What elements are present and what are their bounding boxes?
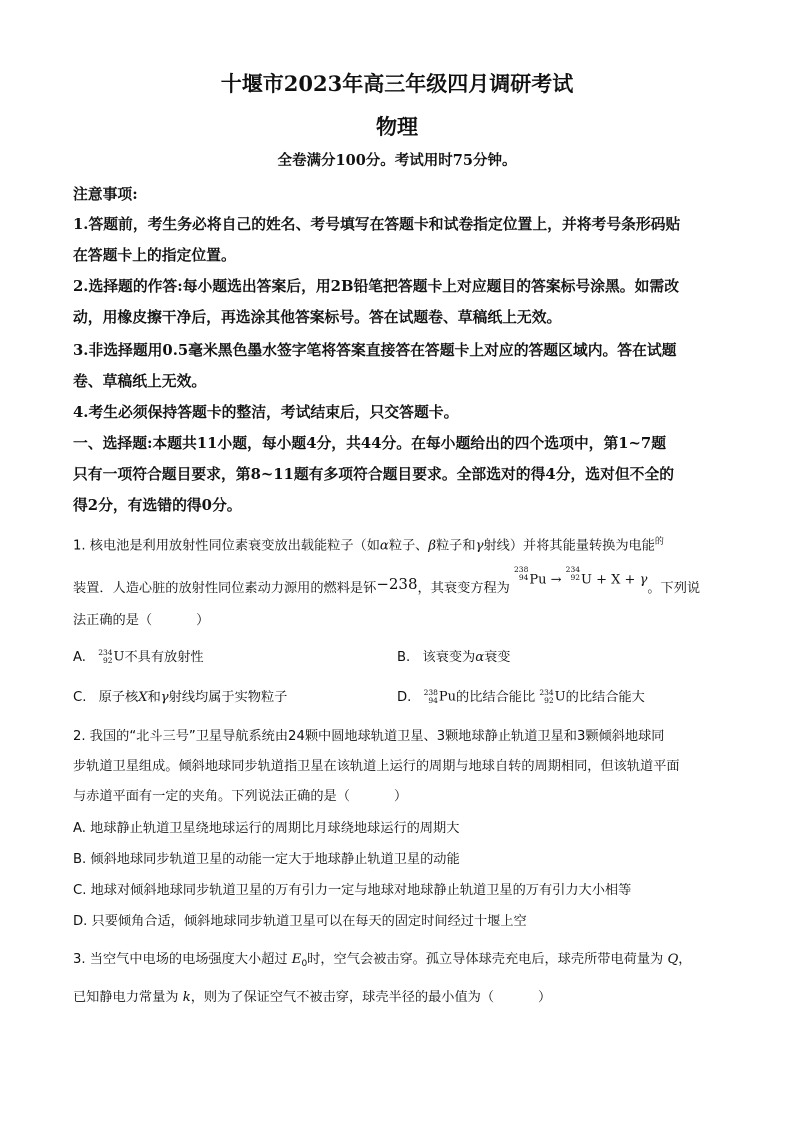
exam-title: 十堰市2023年高三年级四月调研考试 — [220, 71, 574, 96]
beta-symbol: β — [428, 538, 436, 554]
q3-line-1: 3. 当空气中电场的电场强度大小超过 $E_0$时，空气会被击穿。孤立导体球壳充电后，球壳所带电荷量为 Q， — [73, 952, 692, 969]
q2-line-3: 与赤道平面有一定的夹角。下列说法正确的是（ ） — [73, 789, 408, 804]
q1-option-d: D. 238 94 Pu的比结合能比 234 92 U的比结合能大 — [397, 688, 645, 705]
note-2-line-1: 2.选择题的作答:每小题选出答案后，用2B铅笔把答题卡上对应题目的答案标号涂黑。如需改 — [73, 278, 679, 295]
section1-line-3: 得2分，有选错的得0分。 — [73, 497, 242, 514]
note-3-line-1: 3.非选择题用0.5毫米黑色墨水签字笔将答案直接答在答题卡上对应的答题区域内。答在试题 — [73, 342, 677, 359]
note-1-line-2: 在答题卡上的指定位置。 — [73, 247, 236, 264]
gamma-symbol: γ — [475, 538, 484, 554]
q2-line-1: 2. 我国的“北斗三号”卫星导航系统由24颗中圆地球轨道卫星、3颗地球静止轨道卫星和3颗倾斜地球同 — [73, 729, 665, 744]
decay-equation: 238 94 Pu → 234 92 U + X + γ — [514, 565, 648, 588]
k-symbol: k — [182, 990, 191, 1005]
exam-info: 全卷满分100分。考试用时75分钟。 — [277, 152, 517, 169]
note-2-line-2: 动，用橡皮擦干净后，再选涂其他答案标号。答在试题卷、草稿纸上无效。 — [73, 309, 562, 326]
note-3-line-2: 卷、草稿纸上无效。 — [73, 373, 207, 390]
q1-option-a: A. 234 92 U不具有放射性 — [73, 648, 204, 665]
note-4: 4.考生必须保持答题卡的整洁，考试结束后，只交答题卡。 — [73, 404, 459, 421]
notes-heading: 注意事项: — [73, 186, 138, 203]
q2-option-c: C. 地球对倾斜地球同步轨道卫星的万有引力一定与地球对地球静止轨道卫星的万有引力大小相等 — [73, 883, 632, 898]
alpha-symbol: α — [379, 538, 389, 554]
q1-line-1: 1. 核电池是利用放射性同位素衰变放出载能粒子（如α粒子、β粒子和γ射线）并将其能量转换为电能$^的$ — [73, 537, 664, 554]
q1-line-3: 法正确的是（ ） — [73, 613, 210, 628]
q3-line-2: 已知静电力常量为 k，则为了保证空气不被击穿，球壳半径的最小值为（ ） — [73, 990, 552, 1005]
section1-line-1: 一、选择题:本题共11小题，每小题4分，共44分。在每小题给出的四个选项中，第1~7题 — [73, 435, 667, 452]
q1-option-c: C. 原子核X和γ射线均属于实物粒子 — [73, 690, 288, 705]
q1-line-2: 装置．人造心脏的放射性同位素动力源用的燃料是钚−238，其衰变方程为 238 94 Pu → 234 92 U + X + γ。下列说 — [73, 565, 701, 596]
section1-line-2: 只有一项符合题目要求，第8~11题有多项符合题目要求。全部选对的得4分，选对但不全的 — [73, 466, 675, 483]
note-1-line-1: 1.答题前，考生务必将自己的姓名、考号填写在答题卡和试卷指定位置上，并将考号条形码贴 — [73, 216, 681, 233]
q2-line-2: 步轨道卫星组成。倾斜地球同步轨道指卫星在该轨道上运行的周期与地球自转的周期相同，但该轨道平面 — [73, 759, 680, 774]
q2-option-a: A. 地球静止轨道卫星绕地球运行的周期比月球绕地球运行的周期大 — [73, 821, 460, 836]
q-symbol: Q — [667, 952, 679, 967]
e0-symbol: E — [291, 952, 302, 967]
exam-subject: 物理 — [376, 114, 418, 139]
q2-option-d: D. 只要倾角合适，倾斜地球同步轨道卫星可以在每天的固定时间经过十堰上空 — [73, 914, 527, 929]
q2-option-b: B. 倾斜地球同步轨道卫星的动能一定大于地球静止轨道卫星的动能 — [73, 852, 460, 867]
q1-option-b: B. 该衰变为α衰变 — [397, 650, 511, 665]
